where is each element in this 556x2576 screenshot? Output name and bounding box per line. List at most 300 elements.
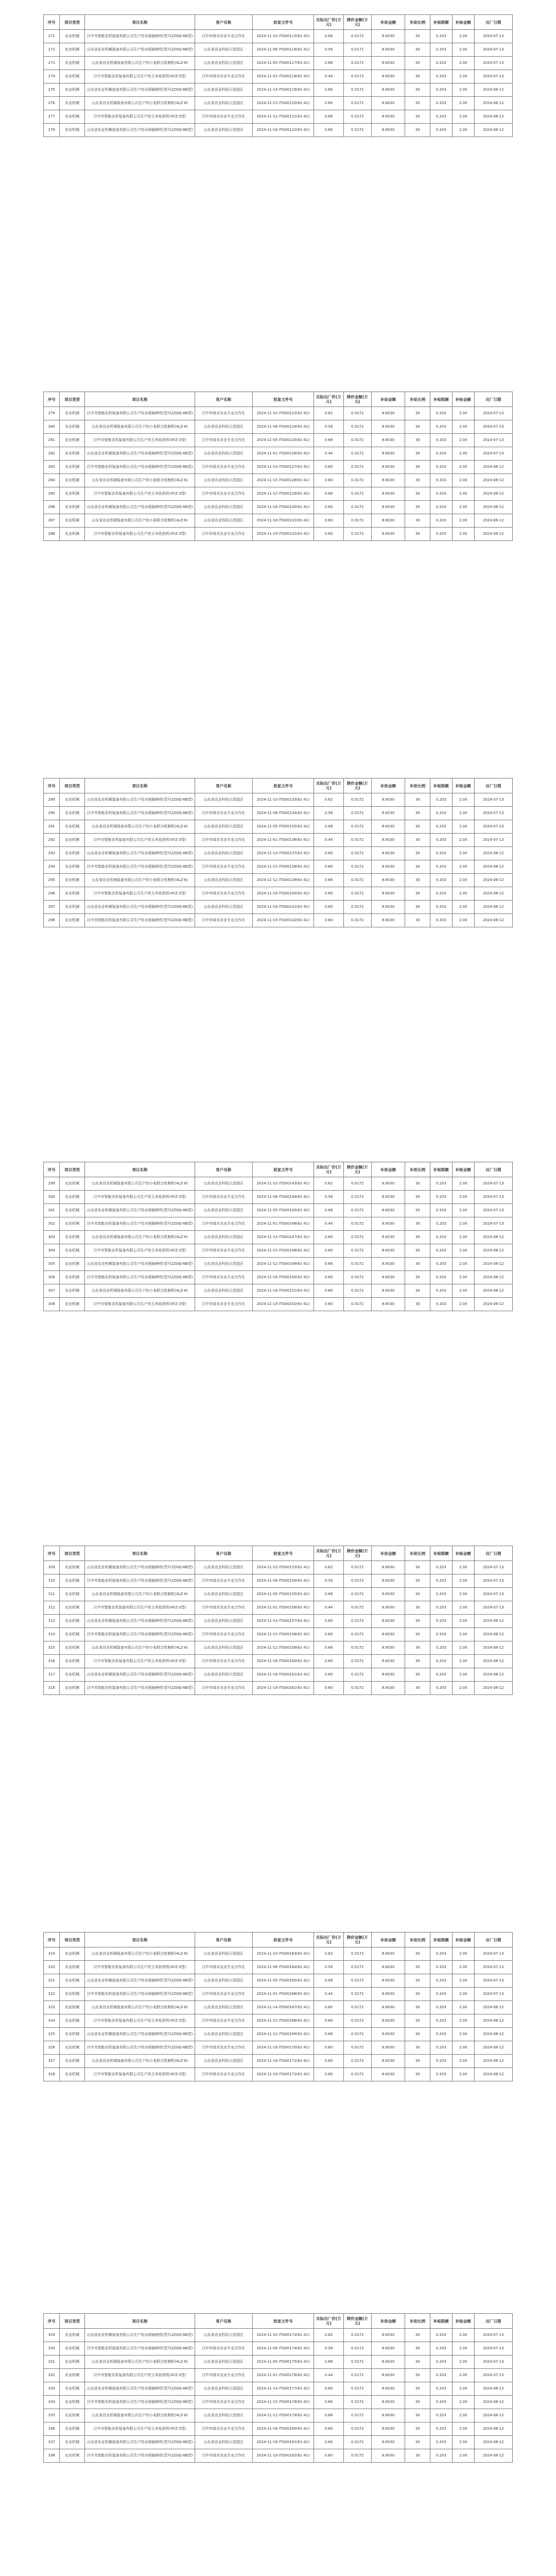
- cell-type: 农业机械: [60, 1204, 85, 1217]
- cell-doc: 2024-11-12 ITG00149(61-41): [252, 1258, 314, 1271]
- column-header: 补助比例: [405, 15, 430, 30]
- table-row: [44, 1231, 513, 1244]
- cell-type: 农业机械: [60, 501, 85, 514]
- cell-limit: 0.203: [430, 501, 453, 514]
- cell-limit: 0.203: [430, 70, 453, 83]
- cell-price: 0.60: [314, 1231, 343, 1244]
- cell-type: 农业机械: [60, 2055, 85, 2068]
- cell-type: 农业机械: [60, 1244, 85, 1258]
- cell-ratio: 30: [405, 2041, 430, 2055]
- cell-doc: 2024-11-16 ITG00160(61-41): [252, 1655, 314, 1668]
- cell-limit: 0.203: [430, 1191, 453, 1204]
- cell-amount: 8.6030: [371, 860, 405, 874]
- cell-limit: 0.203: [430, 860, 453, 874]
- cell-amount: 8.6030: [371, 2422, 405, 2436]
- cell-customer: 汉中市绿禾农业专业合作社: [195, 1244, 252, 1258]
- cell-customer: 山东省农业科技示范园区: [195, 57, 252, 70]
- cell-ratio: 30: [405, 2028, 430, 2041]
- cell-reduce: 0.0172: [343, 1231, 371, 1244]
- cell-price: 0.66: [314, 2409, 343, 2422]
- column-header: 降价金额(万元): [343, 1162, 371, 1177]
- cell-amount: 8.6030: [371, 1947, 405, 1961]
- cell-doc: 2024-11-10 ITG00163(61-41): [252, 1947, 314, 1961]
- column-header: 补贴金额: [452, 15, 474, 30]
- cell-project: 山东省农业机械装备有限公司生产的小麦联合收割机(4LZ-6): [84, 97, 195, 110]
- cell-no: 290: [44, 807, 60, 820]
- cell-date: 2024-08-12: [474, 1258, 512, 1271]
- cell-type: 农业机械: [60, 2382, 85, 2396]
- cell-project: 汉中市智能农机装备有限公司生产的玉米收获机(4YZ-3型): [84, 1655, 195, 1668]
- cell-no: 311: [44, 1588, 60, 1601]
- cell-type: 农业机械: [60, 2449, 85, 2463]
- cell-date: 2024-08-12: [474, 914, 512, 927]
- cell-amount: 8.6030: [371, 914, 405, 927]
- cell-ratio: 30: [405, 1655, 430, 1668]
- cell-limit: 0.203: [430, 1682, 453, 1695]
- cell-reduce: 0.0172: [343, 847, 371, 860]
- cell-reduce: 0.0172: [343, 83, 371, 97]
- table-row: [44, 2436, 513, 2449]
- cell-doc: 2024-11-01 ITG00146(61-41): [252, 1217, 314, 1231]
- cell-limit: 0.203: [430, 807, 453, 820]
- column-header: 补助比例: [405, 1546, 430, 1561]
- cell-reduce: 0.0172: [343, 2355, 371, 2369]
- cell-customer: 汉中市绿禾农业专业合作社: [195, 1682, 252, 1695]
- cell-subsidy: 2.00: [452, 1231, 474, 1244]
- cell-customer: 汉中市绿禾农业专业合作社: [195, 487, 252, 501]
- table-row: [44, 1284, 513, 1298]
- cell-project: 汉中市智能农机装备有限公司生产的水稻插秧机(型号2ZGQ-6B型): [84, 1217, 195, 1231]
- column-header: 项目类型: [60, 1162, 85, 1177]
- cell-customer: 汉中市绿禾农业专业合作社: [195, 860, 252, 874]
- table-row: [44, 1588, 513, 1601]
- cell-customer: 汉中市绿禾农业专业合作社: [195, 1601, 252, 1615]
- cell-ratio: 30: [405, 1588, 430, 1601]
- table-row: [44, 2396, 513, 2409]
- cell-customer: 汉中市绿禾农业专业合作社: [195, 2422, 252, 2436]
- cell-type: 农业机械: [60, 528, 85, 541]
- cell-reduce: 0.0172: [343, 1668, 371, 1682]
- table-row: [44, 447, 513, 461]
- column-header: 补贴金额: [452, 392, 474, 407]
- cell-subsidy: 2.00: [452, 2068, 474, 2081]
- column-header: 补助金额: [371, 2314, 405, 2329]
- cell-ratio: 30: [405, 1615, 430, 1628]
- cell-no: 293: [44, 847, 60, 860]
- cell-project: 山东省农业机械装备有限公司生产的小麦联合收割机(4LZ-6): [84, 874, 195, 887]
- cell-date: 2024-07-13: [474, 1961, 512, 1974]
- cell-no: 277: [44, 110, 60, 124]
- cell-customer: 山东省农业科技示范园区: [195, 820, 252, 834]
- cell-no: 324: [44, 2014, 60, 2028]
- column-header: 序号: [44, 15, 60, 30]
- cell-price: 0.56: [314, 807, 343, 820]
- cell-project: 汉中市智能农机装备有限公司生产的水稻插秧机(型号2ZGQ-6B型): [84, 2041, 195, 2055]
- column-header: 批复文件号: [252, 2314, 314, 2329]
- cell-type: 农业机械: [60, 901, 85, 914]
- cell-limit: 0.203: [430, 1258, 453, 1271]
- cell-type: 农业机械: [60, 914, 85, 927]
- cell-amount: 8.6030: [371, 2014, 405, 2028]
- column-header: 降价金额(万元): [343, 1933, 371, 1947]
- cell-subsidy: 2.00: [452, 447, 474, 461]
- column-header: 批复文件号: [252, 1933, 314, 1947]
- cell-date: 2024-08-12: [474, 1655, 512, 1668]
- cell-ratio: 30: [405, 1682, 430, 1695]
- cell-doc: 2024-11-15 ITG00178(61-41): [252, 2396, 314, 2409]
- cell-doc: 2024-11-19 ITG00182(61-41): [252, 2449, 314, 2463]
- cell-price: 0.56: [314, 43, 343, 57]
- cell-amount: 8.6030: [371, 807, 405, 820]
- cell-price: 0.60: [314, 2001, 343, 2014]
- cell-type: 农业机械: [60, 1177, 85, 1191]
- cell-reduce: 0.0172: [343, 1258, 371, 1271]
- cell-ratio: 30: [405, 901, 430, 914]
- cell-subsidy: 2.00: [452, 1561, 474, 1574]
- table-row: [44, 2342, 513, 2355]
- cell-customer: 山东省农业科技示范园区: [195, 1668, 252, 1682]
- table-page: [0, 1932, 556, 2081]
- cell-subsidy: 2.00: [452, 1271, 474, 1284]
- cell-amount: 8.6030: [371, 30, 405, 43]
- cell-reduce: 0.0172: [343, 447, 371, 461]
- cell-price: 0.60: [314, 83, 343, 97]
- cell-doc: 2024-11-12 ITG00159(61-41): [252, 1641, 314, 1655]
- cell-customer: 山东省农业科技示范园区: [195, 1561, 252, 1574]
- column-header: 实际出厂价(万元): [314, 1162, 343, 1177]
- cell-project: 汉中市智能农机装备有限公司生产的玉米收获机(4YZ-3型): [84, 2369, 195, 2382]
- cell-price: 0.66: [314, 110, 343, 124]
- table-row: [44, 1961, 513, 1974]
- cell-amount: 8.6030: [371, 1601, 405, 1615]
- cell-reduce: 0.0172: [343, 1961, 371, 1974]
- cell-type: 农业机械: [60, 1601, 85, 1615]
- cell-ratio: 30: [405, 1284, 430, 1298]
- cell-customer: 山东省农业科技示范园区: [195, 1947, 252, 1961]
- cell-type: 农业机械: [60, 2422, 85, 2436]
- cell-ratio: 30: [405, 1628, 430, 1641]
- cell-doc: 2024-11-06 ITG00174(61-41): [252, 2342, 314, 2355]
- cell-type: 农业机械: [60, 2355, 85, 2369]
- cell-subsidy: 2.00: [452, 1284, 474, 1298]
- cell-amount: 8.6030: [371, 1217, 405, 1231]
- cell-project: 山东省农业机械装备有限公司生产的水稻插秧机(型号2ZGQ-6B型): [84, 447, 195, 461]
- table-row: [44, 914, 513, 927]
- cell-reduce: 0.0172: [343, 834, 371, 847]
- cell-price: 0.66: [314, 1641, 343, 1655]
- cell-amount: 8.6030: [371, 1628, 405, 1641]
- cell-no: 320: [44, 1961, 60, 1974]
- cell-project: 山东省农业机械装备有限公司生产的水稻插秧机(型号2ZGQ-6B型): [84, 1204, 195, 1217]
- table-row: [44, 834, 513, 847]
- table-row: [44, 1561, 513, 1574]
- cell-project: 汉中市智能农机装备有限公司生产的水稻插秧机(型号2ZGQ-6B型): [84, 461, 195, 474]
- cell-amount: 8.6030: [371, 110, 405, 124]
- table-row: [44, 1668, 513, 1682]
- cell-price: 0.60: [314, 528, 343, 541]
- cell-ratio: 30: [405, 2001, 430, 2014]
- cell-date: 2024-08-12: [474, 2409, 512, 2422]
- cell-project: 山东省农业机械装备有限公司生产的小麦联合收割机(4LZ-6): [84, 1641, 195, 1655]
- cell-customer: 汉中市绿禾农业专业合作社: [195, 1655, 252, 1668]
- cell-price: 0.68: [314, 434, 343, 447]
- cell-ratio: 30: [405, 807, 430, 820]
- cell-type: 农业机械: [60, 97, 85, 110]
- cell-type: 农业机械: [60, 1668, 85, 1682]
- cell-limit: 0.203: [430, 83, 453, 97]
- cell-amount: 8.6030: [371, 474, 405, 487]
- cell-customer: 汉中市绿禾农业专业合作社: [195, 834, 252, 847]
- cell-subsidy: 2.00: [452, 57, 474, 70]
- cell-customer: 山东省农业科技示范园区: [195, 43, 252, 57]
- cell-doc: 2024-11-01 ITG00166(61-41): [252, 1988, 314, 2001]
- column-header: 序号: [44, 392, 60, 407]
- table-header-row: [44, 778, 513, 793]
- table-row: [44, 70, 513, 83]
- column-header: 出厂日期: [474, 1933, 512, 1947]
- cell-ratio: 30: [405, 1668, 430, 1682]
- cell-customer: 山东省农业科技示范园区: [195, 97, 252, 110]
- cell-type: 农业机械: [60, 2396, 85, 2409]
- cell-project: 汉中市智能农机装备有限公司生产的水稻插秧机(型号2ZGQ-6B型): [84, 2342, 195, 2355]
- cell-ratio: 30: [405, 528, 430, 541]
- table-row: [44, 461, 513, 474]
- subsidy-table: [43, 392, 513, 541]
- column-header: 出厂日期: [474, 15, 512, 30]
- cell-doc: 2024-11-19 ITG00152(61-41): [252, 1298, 314, 1311]
- cell-no: 309: [44, 1561, 60, 1574]
- cell-subsidy: 2.00: [452, 793, 474, 807]
- cell-price: 0.60: [314, 887, 343, 901]
- cell-subsidy: 2.00: [452, 97, 474, 110]
- cell-project: 山东省农业机械装备有限公司生产的水稻插秧机(型号2ZGQ-6B型): [84, 1615, 195, 1628]
- table-row: [44, 793, 513, 807]
- cell-type: 农业机械: [60, 1298, 85, 1311]
- cell-project: 山东省农业机械装备有限公司生产的小麦联合收割机(4LZ-6): [84, 2055, 195, 2068]
- cell-date: 2024-07-13: [474, 407, 512, 420]
- cell-price: 0.60: [314, 1271, 343, 1284]
- cell-customer: 山东省农业科技示范园区: [195, 874, 252, 887]
- cell-amount: 8.6030: [371, 70, 405, 83]
- table-row: [44, 1974, 513, 1988]
- cell-subsidy: 2.00: [452, 1682, 474, 1695]
- cell-type: 农业机械: [60, 820, 85, 834]
- cell-doc: 2024-11-10 ITG00143(61-41): [252, 1177, 314, 1191]
- cell-amount: 8.6030: [371, 461, 405, 474]
- cell-no: 335: [44, 2409, 60, 2422]
- cell-limit: 0.203: [430, 914, 453, 927]
- cell-no: 297: [44, 901, 60, 914]
- cell-no: 295: [44, 874, 60, 887]
- cell-subsidy: 2.00: [452, 487, 474, 501]
- column-header: 补助比例: [405, 1162, 430, 1177]
- cell-type: 农业机械: [60, 434, 85, 447]
- column-header: 序号: [44, 778, 60, 793]
- cell-reduce: 0.0172: [343, 807, 371, 820]
- cell-type: 农业机械: [60, 57, 85, 70]
- cell-limit: 0.203: [430, 124, 453, 137]
- column-header: 出厂日期: [474, 1546, 512, 1561]
- cell-ratio: 30: [405, 1988, 430, 2001]
- cell-limit: 0.203: [430, 2382, 453, 2396]
- cell-ratio: 30: [405, 2449, 430, 2463]
- table-row: [44, 1615, 513, 1628]
- cell-doc: 2024-11-14 ITG00147(61-41): [252, 1231, 314, 1244]
- cell-customer: 汉中市绿禾农业专业合作社: [195, 1191, 252, 1204]
- cell-reduce: 0.0172: [343, 70, 371, 83]
- cell-date: 2024-08-12: [474, 2041, 512, 2055]
- cell-customer: 山东省农业科技示范园区: [195, 2028, 252, 2041]
- cell-reduce: 0.0172: [343, 487, 371, 501]
- cell-price: 0.60: [314, 914, 343, 927]
- cell-reduce: 0.0172: [343, 2382, 371, 2396]
- cell-price: 0.68: [314, 1974, 343, 1988]
- cell-date: 2024-08-12: [474, 2436, 512, 2449]
- cell-price: 0.68: [314, 1588, 343, 1601]
- cell-customer: 山东省农业科技示范园区: [195, 1615, 252, 1628]
- cell-no: 331: [44, 2355, 60, 2369]
- cell-customer: 汉中市绿禾农业专业合作社: [195, 2041, 252, 2055]
- cell-customer: 汉中市绿禾农业专业合作社: [195, 434, 252, 447]
- cell-doc: 2024-11-18 ITG00151(61-41): [252, 1284, 314, 1298]
- cell-no: 275: [44, 83, 60, 97]
- cell-amount: 8.6030: [371, 847, 405, 860]
- cell-doc: 2024-11-05 ITG00135(61-41): [252, 820, 314, 834]
- cell-type: 农业机械: [60, 2329, 85, 2342]
- column-header: 补助金额: [371, 778, 405, 793]
- cell-amount: 8.6030: [371, 1271, 405, 1284]
- cell-customer: 山东省农业科技示范园区: [195, 474, 252, 487]
- cell-price: 0.60: [314, 2422, 343, 2436]
- cell-doc: 2024-11-15 ITG00158(61-41): [252, 1628, 314, 1641]
- cell-subsidy: 2.00: [452, 1655, 474, 1668]
- cell-doc: 2024-11-18 ITG00181(61-41): [252, 2436, 314, 2449]
- cell-limit: 0.203: [430, 2436, 453, 2449]
- cell-date: 2024-07-13: [474, 834, 512, 847]
- cell-project: 山东省农业机械装备有限公司生产的小麦联合收割机(4LZ-6): [84, 420, 195, 434]
- cell-customer: 山东省农业科技示范园区: [195, 2001, 252, 2014]
- cell-date: 2024-08-12: [474, 528, 512, 541]
- cell-type: 农业机械: [60, 1271, 85, 1284]
- cell-doc: 2024-11-05 ITG00165(61-41): [252, 1974, 314, 1988]
- cell-reduce: 0.0172: [343, 30, 371, 43]
- cell-price: 0.60: [314, 2382, 343, 2396]
- cell-price: 0.66: [314, 874, 343, 887]
- cell-reduce: 0.0172: [343, 1988, 371, 2001]
- cell-ratio: 30: [405, 1217, 430, 1231]
- column-header: 客户名称: [195, 778, 252, 793]
- cell-customer: 汉中市绿禾农业专业合作社: [195, 1574, 252, 1588]
- cell-amount: 8.6030: [371, 501, 405, 514]
- cell-no: 298: [44, 914, 60, 927]
- cell-no: 285: [44, 487, 60, 501]
- cell-doc: 2024-11-01 ITG00126(61-41): [252, 447, 314, 461]
- cell-type: 农业机械: [60, 1682, 85, 1695]
- cell-price: 0.60: [314, 2041, 343, 2055]
- column-header: 项目类型: [60, 2314, 85, 2329]
- cell-customer: 汉中市绿禾农业专业合作社: [195, 1298, 252, 1311]
- cell-price: 0.60: [314, 501, 343, 514]
- cell-reduce: 0.0172: [343, 97, 371, 110]
- cell-amount: 8.6030: [371, 1988, 405, 2001]
- cell-no: 305: [44, 1258, 60, 1271]
- column-header: 序号: [44, 1162, 60, 1177]
- cell-reduce: 0.0172: [343, 474, 371, 487]
- cell-reduce: 0.0172: [343, 793, 371, 807]
- cell-project: 山东省农业机械装备有限公司生产的水稻插秧机(型号2ZGQ-6B型): [84, 1258, 195, 1271]
- cell-ratio: 30: [405, 874, 430, 887]
- cell-date: 2024-08-12: [474, 2014, 512, 2028]
- column-header: 降价金额(万元): [343, 392, 371, 407]
- cell-doc: 2024-11-06 ITG00116(61-41): [252, 43, 314, 57]
- cell-no: 306: [44, 1271, 60, 1284]
- cell-amount: 8.6030: [371, 1615, 405, 1628]
- table-row: [44, 1177, 513, 1191]
- table-row: [44, 1574, 513, 1588]
- cell-doc: 2024-11-01 ITG00136(61-41): [252, 834, 314, 847]
- cell-reduce: 0.0172: [343, 2001, 371, 2014]
- cell-date: 2024-07-13: [474, 2342, 512, 2355]
- column-header: 项目类型: [60, 392, 85, 407]
- cell-subsidy: 2.00: [452, 2436, 474, 2449]
- cell-price: 0.44: [314, 447, 343, 461]
- cell-type: 农业机械: [60, 124, 85, 137]
- cell-type: 农业机械: [60, 834, 85, 847]
- cell-limit: 0.203: [430, 820, 453, 834]
- cell-subsidy: 2.00: [452, 914, 474, 927]
- cell-type: 农业机械: [60, 474, 85, 487]
- table-row: [44, 874, 513, 887]
- cell-date: 2024-08-12: [474, 1668, 512, 1682]
- cell-doc: 2024-11-05 ITG00155(61-41): [252, 1588, 314, 1601]
- table-header-row: [44, 2314, 513, 2329]
- column-header: 补助金额: [371, 15, 405, 30]
- cell-subsidy: 2.00: [452, 2028, 474, 2041]
- cell-reduce: 0.0172: [343, 1628, 371, 1641]
- cell-no: 333: [44, 2382, 60, 2396]
- cell-date: 2024-08-12: [474, 2396, 512, 2409]
- cell-date: 2024-07-13: [474, 1561, 512, 1574]
- cell-amount: 8.6030: [371, 407, 405, 420]
- cell-price: 0.60: [314, 2396, 343, 2409]
- cell-price: 0.56: [314, 1961, 343, 1974]
- cell-reduce: 0.0172: [343, 1974, 371, 1988]
- table-row: [44, 2028, 513, 2041]
- cell-price: 0.60: [314, 461, 343, 474]
- cell-customer: 山东省农业科技示范园区: [195, 83, 252, 97]
- cell-limit: 0.203: [430, 1988, 453, 2001]
- table-page: [0, 14, 556, 137]
- cell-amount: 8.6030: [371, 1244, 405, 1258]
- cell-reduce: 0.0172: [343, 2028, 371, 2041]
- cell-type: 农业机械: [60, 514, 85, 528]
- table-row: [44, 420, 513, 434]
- cell-price: 0.60: [314, 97, 343, 110]
- cell-project: 汉中市智能农机装备有限公司生产的玉米收获机(4YZ-3型): [84, 70, 195, 83]
- cell-amount: 8.6030: [371, 2449, 405, 2463]
- cell-subsidy: 2.00: [452, 834, 474, 847]
- table-page: [0, 392, 556, 541]
- cell-doc: 2024-11-01 ITG00176(61-41): [252, 2369, 314, 2382]
- table-row: [44, 110, 513, 124]
- cell-customer: 汉中市绿禾农业专业合作社: [195, 1961, 252, 1974]
- cell-project: 山东省农业机械装备有限公司生产的水稻插秧机(型号2ZGQ-6B型): [84, 847, 195, 860]
- cell-subsidy: 2.00: [452, 1601, 474, 1615]
- cell-project: 山东省农业机械装备有限公司生产的水稻插秧机(型号2ZGQ-6B型): [84, 124, 195, 137]
- table-page: [0, 1546, 556, 1695]
- table-row: [44, 887, 513, 901]
- cell-date: 2024-08-12: [474, 2068, 512, 2081]
